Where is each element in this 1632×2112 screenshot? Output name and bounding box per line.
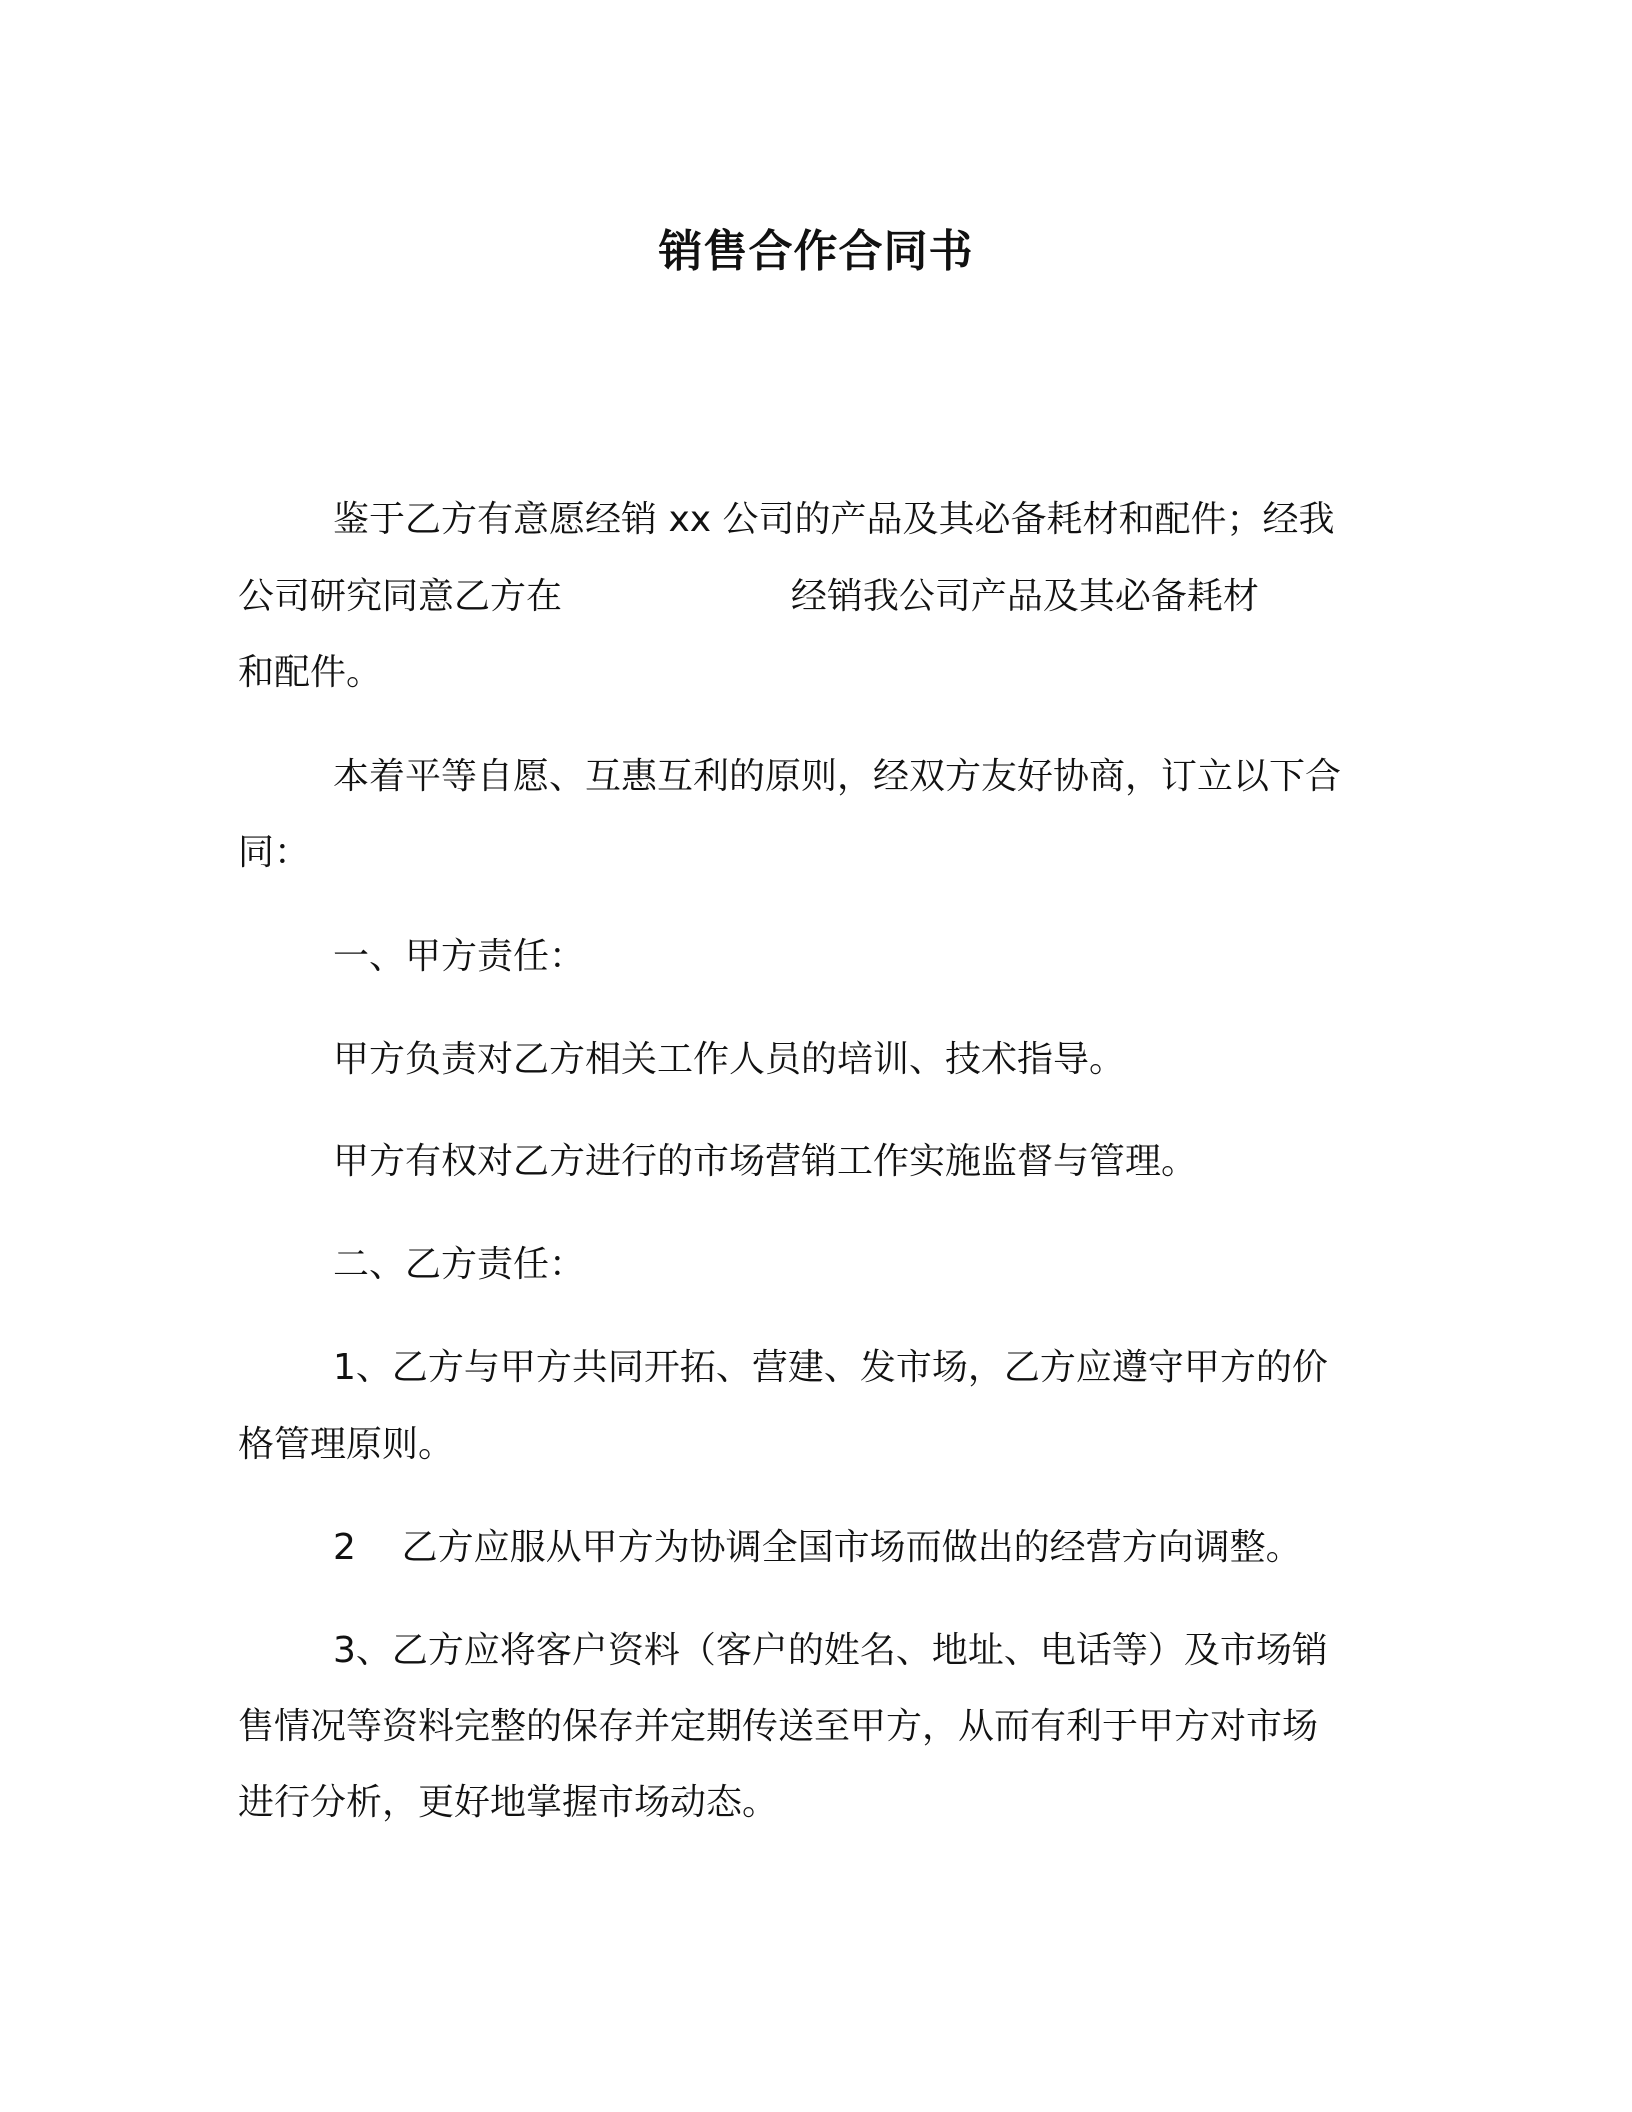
paragraph-1-line-2: 公司研究同意乙方在 经销我公司产品及其必备耗材	[238, 576, 1259, 617]
document-title: 销售合作合同书	[658, 226, 974, 277]
party-b-item-3-line-2: 售情况等资料完整的保存并定期传送至甲方，从而有利于甲方对市场	[238, 1706, 1319, 1747]
party-b-item-2: 2 乙方应服从甲方为协调全国市场而做出的经营方向调整。	[333, 1527, 1302, 1568]
paragraph-1-line-3: 和配件。	[238, 652, 383, 693]
party-b-item-3-line-3: 进行分析，更好地掌握市场动态。	[238, 1782, 779, 1823]
section-heading-party-b: 二、乙方责任：	[333, 1244, 586, 1285]
party-b-item-1-line-2: 格管理原则。	[238, 1424, 455, 1465]
paragraph-2-line-1: 本着平等自愿、互惠互利的原则，经双方友好协商，订立以下合	[333, 756, 1342, 797]
section-heading-party-a: 一、甲方责任：	[333, 936, 586, 977]
paragraph-2-line-2: 同：	[238, 832, 311, 873]
party-a-item-1: 甲方负责对乙方相关工作人员的培训、技术指导。	[333, 1039, 1126, 1080]
party-a-item-2: 甲方有权对乙方进行的市场营销工作实施监督与管理。	[333, 1141, 1198, 1182]
party-b-item-3-line-1: 3、乙方应将客户资料（客户的姓名、地址、电话等）及市场销	[333, 1630, 1328, 1671]
paragraph-1-line-1: 鉴于乙方有意愿经销 xx 公司的产品及其必备耗材和配件；经我	[333, 499, 1335, 540]
party-b-item-1-line-1: 1、乙方与甲方共同开拓、营建、发市场，乙方应遵守甲方的价	[333, 1347, 1328, 1388]
